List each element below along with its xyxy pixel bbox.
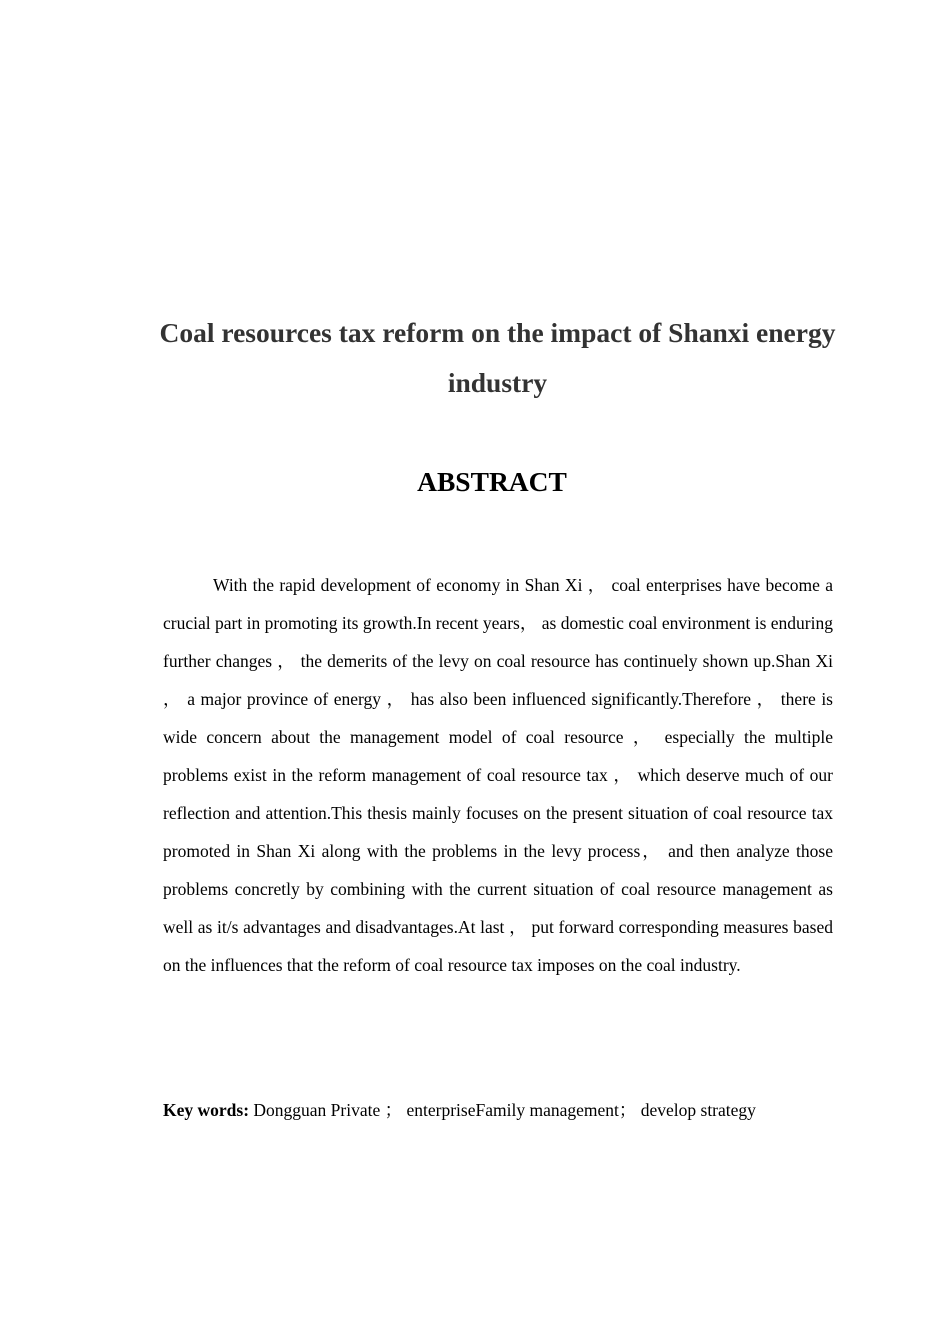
thesis-title: Coal resources tax reform on the impact of Shanxi energy industry [159, 317, 836, 398]
keywords-label: Key words: [163, 1100, 250, 1120]
keywords-line [163, 1091, 833, 1129]
abstract-heading: ABSTRACT [417, 466, 567, 497]
abstract-paragraph: With the rapid development of economy in Shan Xi ， coal enterprises have become a crucial part in promoting its growth.In recent years， as domestic coal environment is enduring further changes ， the demerits of the levy on coal resource has continuely shown up.Shan Xi ， a major province of energy ， has also been influenced significantly.Therefore ， there is wide concern about the management model of coal resource ， especially the multiple problems exist in the reform management of coal resource tax ， which deserve much of our reflection and attention.This thesis mainly focuses on the present situation of coal resource tax promoted in Shan Xi along with the problems in the levy process， and then analyze those problems concretly by combining with the current situation of coal resource management as well as it/s advantages and disadvantages.At last ， put forward corresponding measures based on the influences that the reform of coal resource tax imposes on the coal industry. [163, 575, 833, 975]
keywords-text: Dongguan Private ； enterpriseFamily management； develop strategy [253, 1100, 756, 1120]
